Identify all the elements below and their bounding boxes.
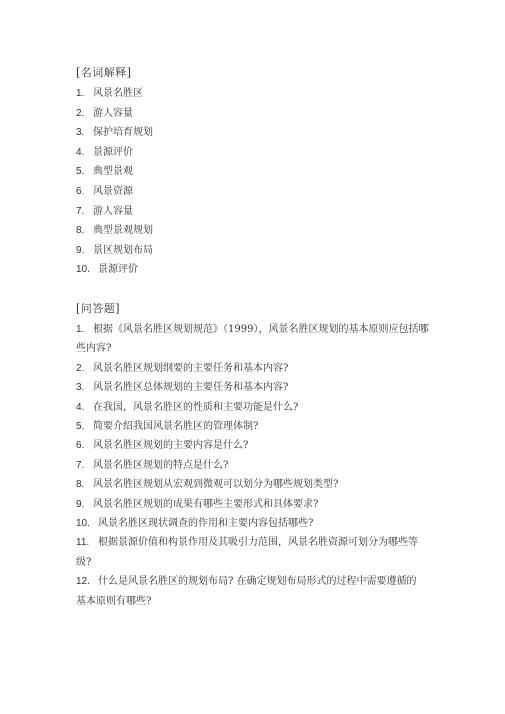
term-text: 风景名胜区 [93,88,143,99]
term-number: 5. [76,166,85,178]
term-number: 6. [76,185,85,197]
term-number: 7. [76,205,85,217]
question-number: 8. [76,479,85,491]
term-text: 典型景观 [93,166,133,178]
term-item [76,104,446,124]
question-number: 3. [76,382,85,394]
question-text: 风景名胜区规划的成果有哪些主要形式和具体要求? [93,498,319,510]
question-item [76,359,446,378]
term-item [76,123,446,143]
term-text: 游人容量 [93,107,133,119]
question-text: 什么是风景名胜区的规划布局? 在确定规划布局形式的过程中需要遵循的 [98,576,417,588]
question-item [76,572,446,611]
question-item [76,475,446,494]
question-number: 4. [76,401,85,413]
term-item [76,182,446,202]
question-text: 风景名胜区规划纲要的主要任务和基本内容? [93,362,289,374]
question-number: 2. [76,362,85,374]
question-item [76,436,446,455]
questions-section [76,300,446,611]
term-text: 典型景观规划 [93,225,153,237]
question-number: 5. [76,421,85,433]
question-item [76,320,446,359]
term-item [76,241,446,261]
question-text: 风景名胜区总体规划的主要任务和基本内容? [93,382,289,394]
question-text: 简要介绍我国风景名胜区的管理体制? [93,421,259,433]
term-item [76,221,446,241]
question-text-continued: 些内容? [76,343,112,355]
question-number: 9. [76,498,85,510]
term-text: 景源评价 [93,146,133,158]
question-text: 风景名胜区规划的主要内容是什么? [93,440,249,452]
term-text: 风景资源 [93,185,133,197]
question-number: 1. [76,324,85,335]
question-item [76,398,446,417]
term-item [76,162,446,182]
question-number: 12. [76,576,90,588]
question-text-continued: 基本原则有哪些? [76,595,152,607]
term-text: 景源评价 [98,264,138,276]
term-item [76,202,446,222]
question-item [76,495,446,514]
questions-list [76,320,446,611]
questions-heading: [问答题] [76,302,121,315]
question-text: 风景名胜区规划的特点是什么? [93,459,229,471]
question-number: 11. [76,537,90,549]
question-item [76,417,446,436]
terms-heading: [名词解释] [76,66,132,79]
term-text: 景区规划布局 [93,244,153,256]
question-number: 6. [76,440,85,452]
terms-list [76,84,446,280]
question-number: 7. [76,459,85,471]
question-item [76,456,446,475]
term-number: 10. [76,264,90,276]
term-number: 8. [76,225,85,237]
question-text: 风景名胜区现状调查的作用和主要内容包括哪些? [98,518,314,530]
question-number: 10. [76,518,90,530]
term-number: 4. [76,146,85,158]
term-number: 2. [76,107,85,119]
term-item [76,260,446,280]
question-item [76,378,446,397]
term-text: 保护培育规划 [93,127,153,139]
term-number: 9. [76,244,85,256]
term-number: 1. [76,88,85,99]
term-item [76,84,446,104]
term-item [76,143,446,163]
question-text: 在我国，风景名胜区的性质和主要功能是什么? [93,401,299,413]
terms-section [76,64,446,280]
term-number: 3. [76,127,85,139]
question-item [76,533,446,572]
question-item [76,514,446,533]
question-text: 根据《风景名胜区规划规范》（1999），风景名胜区规划的基本原则应包括哪 [93,324,429,335]
question-text: 风景名胜区规划从宏观到微观可以划分为哪些规划类型? [93,479,339,491]
question-text: 根据景源价值和构景作用及其吸引力范围，风景名胜资源可划分为哪些等 [98,537,418,549]
term-text: 游人容量 [93,205,133,217]
question-text-continued: 级? [76,556,92,568]
